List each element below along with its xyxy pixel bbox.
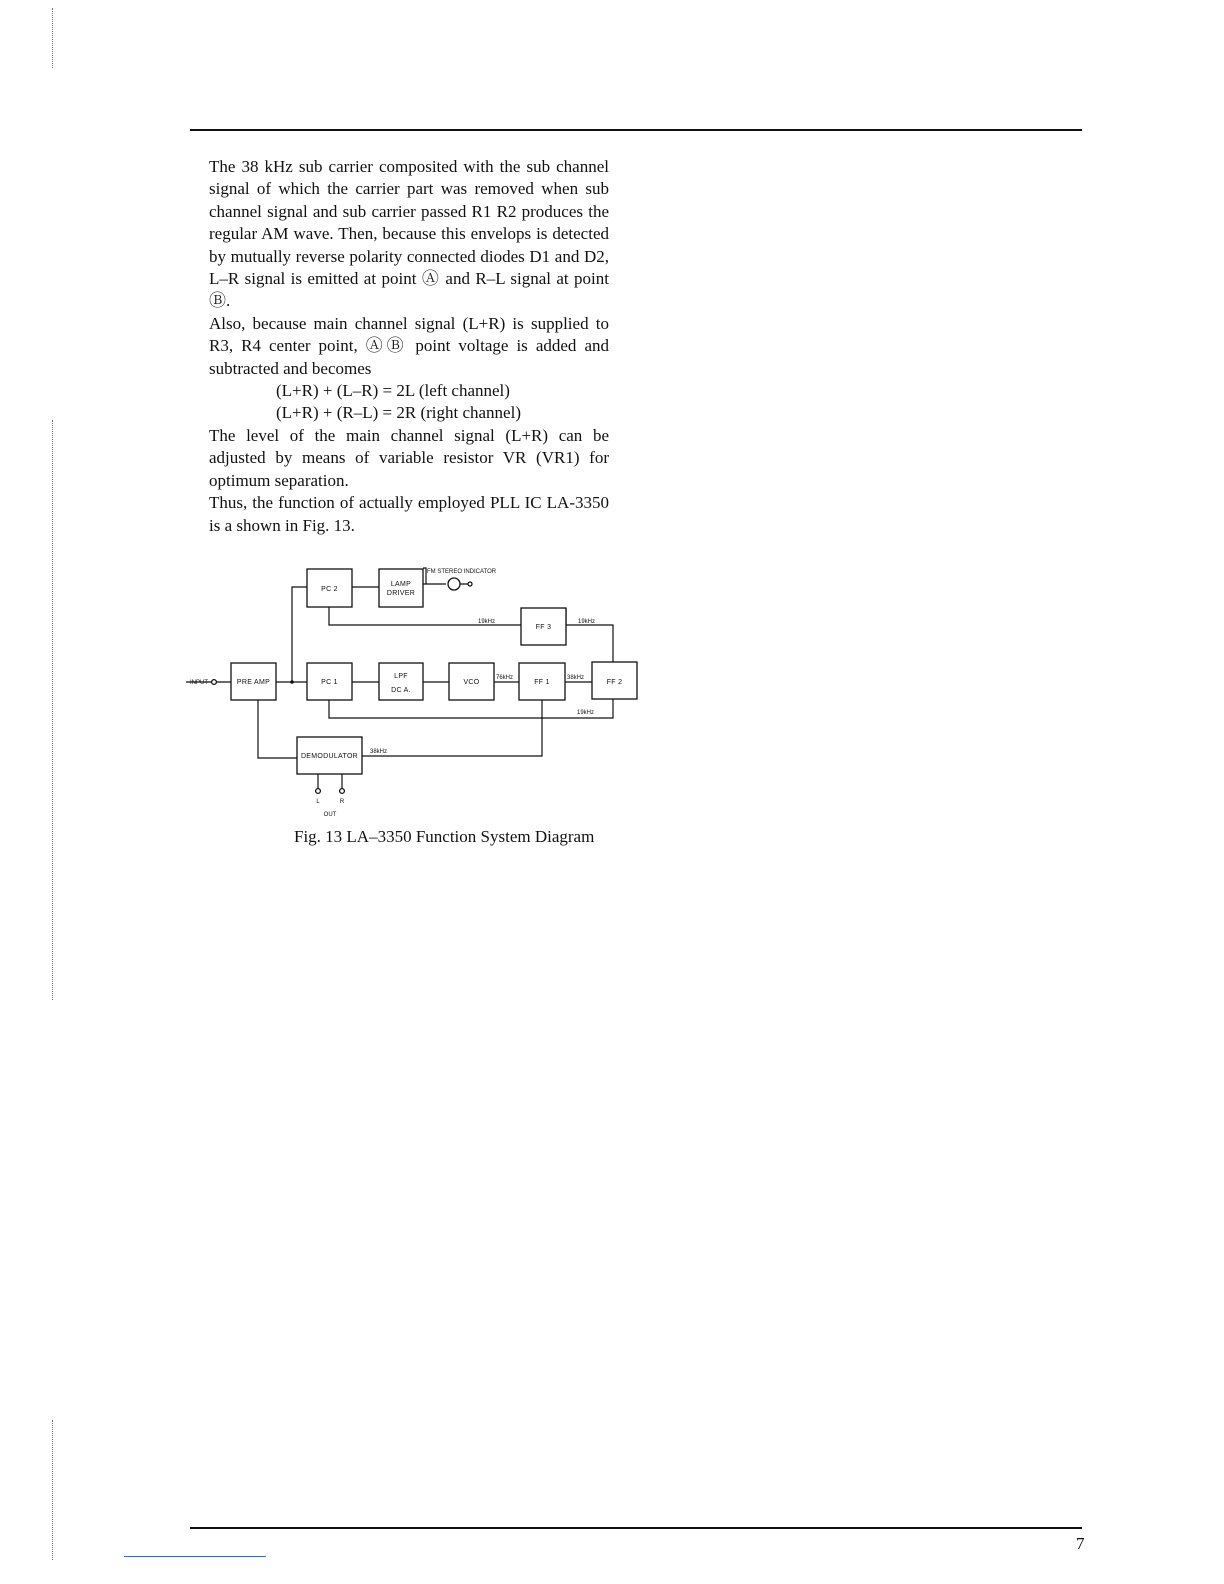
paragraph-1: The 38 kHz sub carrier composited with the sub channel signal of which the carrier part was removed when sub channel signal and sub carrier passed R1 R2 produces the regular AM wave. Then, because this envelops is detected by mutually reverse polarity connected diodes D1 and D2, L–R signal is emitted at point Ⓐ and R–L signal at point Ⓑ. (209, 157, 609, 311)
label-out: OUT (323, 812, 337, 818)
equation-right: (L+R) + (R–L) = 2R (right channel) (276, 403, 521, 423)
label-fm-stereo-indicator: FM STEREO INDICATOR (427, 569, 497, 575)
block-diagram-svg (186, 562, 646, 822)
label-ff1: FF 1 (534, 679, 550, 686)
indicator-lamp-icon (448, 578, 460, 590)
function-system-diagram (186, 562, 646, 822)
link-underline (124, 1556, 266, 1557)
page-number: 7 (1076, 1534, 1085, 1553)
wire (566, 625, 613, 662)
indicator-output-terminal (468, 582, 472, 586)
label-76khz: 76kHz (496, 675, 514, 681)
block-lamp-driver (379, 569, 423, 607)
wire (362, 700, 542, 756)
paragraph-2: Also, because main channel signal (L+R) is supplied to R3, R4 center point, ⒶⒷ point voltage is added and subtracted and becomes (209, 313, 609, 378)
body-text (209, 156, 609, 537)
label-19khz-ff3-in: 19kHz (478, 619, 496, 625)
paragraph-3: The level of the main channel signal (L+R) can be adjusted by means of variable resistor VR (VR1) for optimum separation. (209, 425, 609, 490)
equation-left: (L+R) + (L–R) = 2L (left channel) (276, 381, 510, 401)
footer-rule (190, 1527, 1082, 1529)
label-driver: DRIVER (386, 590, 416, 597)
label-pc2: PC 2 (321, 586, 338, 593)
label-ff2: FF 2 (606, 679, 623, 686)
label-38khz-demod: 38kHz (370, 749, 388, 755)
label-input: INPUT (190, 680, 208, 686)
wire (292, 587, 307, 682)
label-19khz-ff3-out: 19kHz (578, 619, 596, 625)
label-pre-amp: PRE AMP (236, 679, 271, 686)
label-dca: DC A. (391, 687, 411, 694)
label-38khz-ff1: 38kHz (567, 675, 585, 681)
label-pc1: PC 1 (321, 679, 338, 686)
out-r-terminal (340, 789, 345, 794)
junction-dot (290, 680, 294, 684)
label-lpf: LPF (394, 673, 408, 680)
wire (258, 700, 297, 758)
out-l-terminal (316, 789, 321, 794)
label-ff3: FF 3 (535, 624, 552, 631)
scan-edge-mark (52, 420, 54, 1000)
header-rule (190, 129, 1082, 131)
label-out-r: R (339, 799, 345, 805)
label-out-l: L (316, 799, 320, 805)
label-lamp: LAMP (390, 581, 412, 588)
paragraph-4: Thus, the function of actually employed PLL IC LA-3350 is a shown in Fig. 13. (209, 493, 609, 535)
label-vco: VCO (463, 679, 480, 686)
label-19khz-ff2-out: 19kHz (577, 710, 595, 716)
input-terminal (212, 680, 217, 685)
block-lpf (379, 663, 423, 700)
wire (329, 699, 613, 718)
figure-caption: Fig. 13 LA–3350 Function System Diagram (294, 827, 595, 846)
label-demodulator: DEMODULATOR (300, 753, 359, 760)
scan-edge-mark (52, 8, 54, 68)
scan-edge-mark (52, 1420, 54, 1560)
